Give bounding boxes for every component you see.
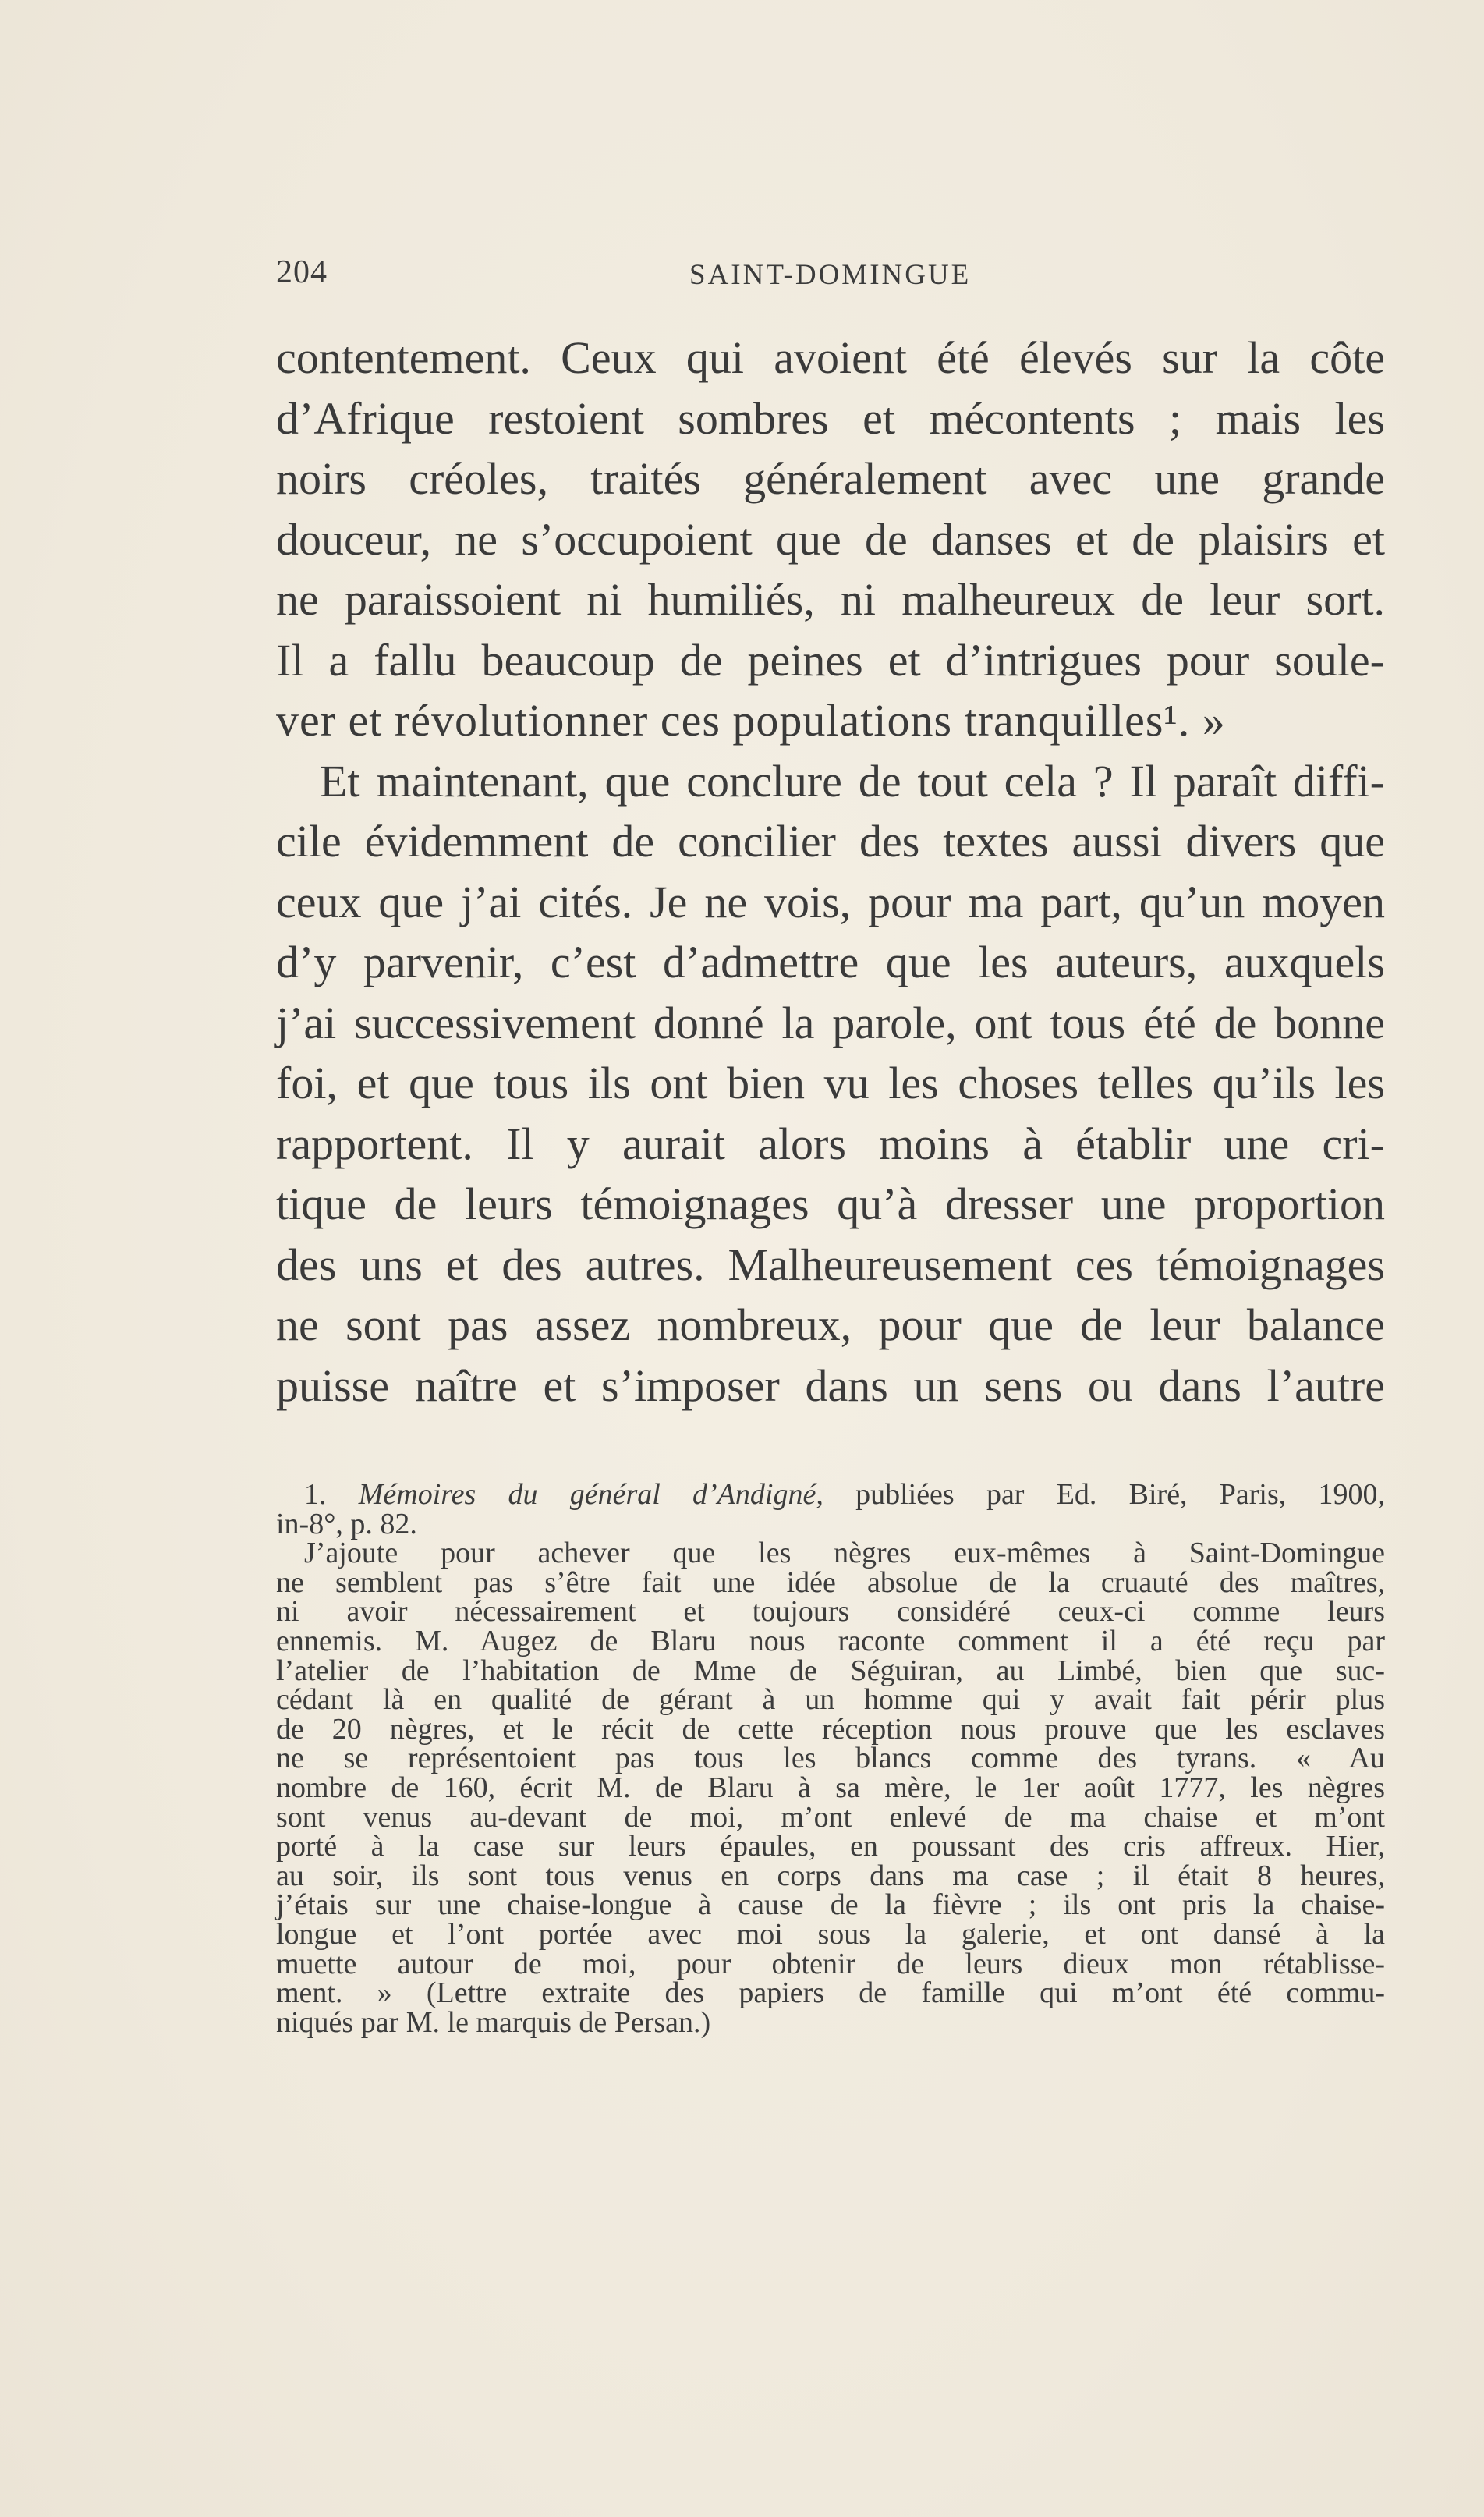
footnote-text: publiées par Ed. Biré, Paris, 1900, [855, 1478, 1386, 1511]
footnote-line: ment. » (Lettre extraite des papiers de famille qui m’ont été commu- [276, 1976, 1385, 2010]
text-line: rapportent. Il y aurait alors moins à établir une cri- [276, 1118, 1385, 1169]
footnote-line: ennemis. M. Augez de Blaru nous raconte comment il a été reçu par [276, 1624, 1385, 1657]
footnote-line: niqués par M. le marquis de Persan.) [276, 2005, 711, 2039]
footnote-line: de 20 nègres, et le récit de cette réception nous prouve que les esclaves [276, 1712, 1385, 1746]
running-head: SAINT-DOMINGUE [689, 259, 972, 291]
text-line: Il a fallu beaucoup de peines et d’intrigues pour soule- [276, 634, 1385, 686]
text-line: puisse naître et s’imposer dans un sens ou dans l’autre [276, 1360, 1385, 1411]
footnote-line: in-8°, p. 82. [276, 1507, 417, 1540]
footnote-line: ni avoir nécessairement et toujours considéré ceux-ci comme leurs [276, 1595, 1385, 1629]
footnote-line: ne se représentoient pas tous les blancs comme des tyrans. « Au [276, 1742, 1385, 1775]
text-line: des uns et des autres. Malheureusement ces témoignages [276, 1239, 1385, 1290]
text-line: foi, et que tous ils ont bien vu les choses telles qu’ils les [276, 1058, 1385, 1108]
text-line: j’ai successivement donné la parole, ont tous été de bonne [276, 997, 1385, 1048]
text-line: douceur, ne s’occupoient que de danses et de plaisirs et [276, 513, 1385, 565]
text-line: cile évidemment de concilier des textes aussi divers que [276, 816, 1385, 867]
text-line: d’y parvenir, c’est d’admettre que les auteurs, auxquels [276, 937, 1385, 987]
footnote-number: 1. [304, 1478, 327, 1511]
text-line: ne sont pas assez nombreux, pour que de leur balance [276, 1299, 1385, 1350]
footnote-line: longue et l’ont portée avec moi sous la galerie, et ont dansé à la [276, 1917, 1385, 1951]
footnote-line: J’ajoute pour achever que les nègres eux-mêmes à Saint-Domingue [304, 1537, 1385, 1570]
text-line: d’Afrique restoient sombres et mécontents ; mais les [276, 392, 1385, 444]
footnote-line: sont venus au-devant de moi, m’ont enlevé de ma chaise et m’ont [276, 1800, 1385, 1834]
text-line: noirs créoles, traités généralement avec une grande [276, 453, 1385, 504]
text-line: ver et révolutionner ces populations tranquilles¹. » [276, 695, 1226, 746]
footnote-line: l’atelier de l’habitation de Mme de Séguiran, au Limbé, bien que suc- [276, 1654, 1385, 1687]
footnote-line: ne semblent pas s’être fait une idée absolue de la cruauté des maîtres, [276, 1565, 1385, 1599]
text-line: Et maintenant, que conclure de tout cela ? Il paraît diffi- [320, 755, 1385, 807]
page-header [276, 253, 1385, 300]
page-number: 204 [276, 254, 328, 290]
footnote-line: cédant là en qualité de gérant à un homme qui y avait fait périr plus [276, 1683, 1385, 1717]
text-line: contentement. Ceux qui avoient été élevés sur la côte [276, 332, 1385, 383]
footnote-line [276, 1480, 1385, 1510]
footnote-line: muette autour de moi, pour obtenir de leurs dieux mon rétablisse- [276, 1947, 1385, 1980]
text-line: ne paraissoient ni humiliés, ni malheureux de leur sort. [276, 574, 1385, 625]
footnote-title: Mémoires du général d’Andigné, [358, 1478, 823, 1511]
text-line: tique de leurs témoignages qu’à dresser une proportion [276, 1179, 1385, 1229]
main-text [276, 328, 1385, 1416]
text-line: ceux que j’ai cités. Je ne vois, pour ma part, qu’un moyen [276, 876, 1385, 927]
footnotes [276, 1480, 1385, 2037]
footnote-line: au soir, ils sont tous venus en corps dans ma case ; il était 8 heures, [276, 1859, 1385, 1892]
footnote-line: nombre de 160, écrit M. de Blaru à sa mère, le 1er août 1777, les nègres [276, 1771, 1385, 1804]
footnote-line: porté à la case sur leurs épaules, en poussant des cris affreux. Hier, [276, 1830, 1385, 1863]
footnote-line: j’étais sur une chaise-longue à cause de la fièvre ; ils ont pris la chaise- [276, 1888, 1385, 1922]
